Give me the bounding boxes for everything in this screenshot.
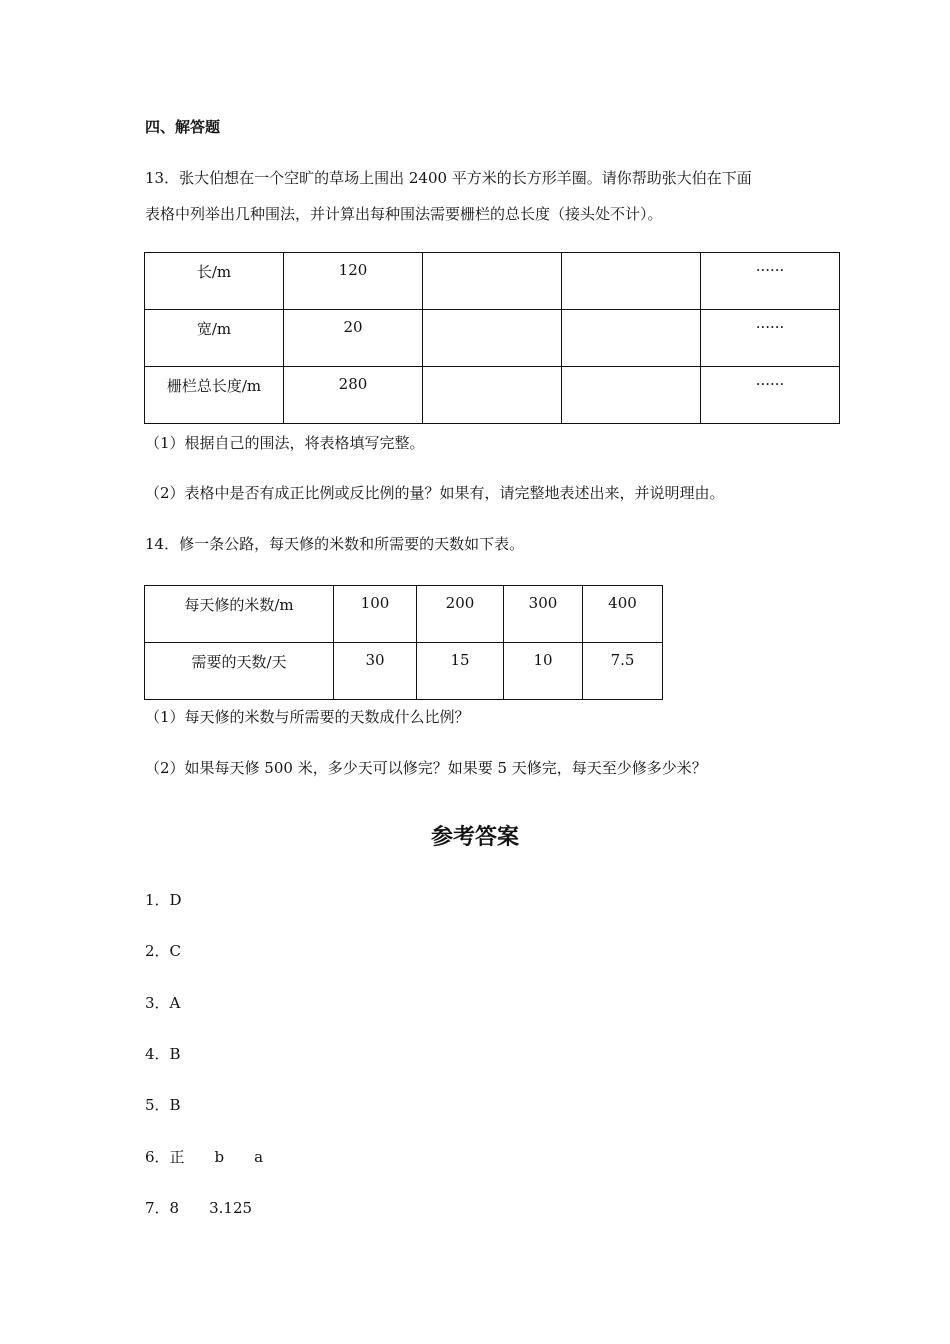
table-cell: ······ xyxy=(701,310,840,367)
q14-sub2: （2）如果每天修 500 米，多少天可以修完？如果要 5 天修完，每天至少修多少米？ xyxy=(145,759,707,777)
q14-table xyxy=(144,585,663,700)
table-cell xyxy=(423,253,562,310)
answer-item: 5．B xyxy=(145,1096,181,1115)
table-cell: 100 xyxy=(334,586,417,643)
table-cell: 30 xyxy=(334,643,417,700)
table-row xyxy=(145,586,663,643)
table-cell: 120 xyxy=(284,253,423,310)
table-cell: 15 xyxy=(417,643,504,700)
q14-sub1: （1）每天修的米数与所需要的天数成什么比例？ xyxy=(145,708,470,726)
answers-title: 参考答案 xyxy=(430,825,519,850)
table-cell: 长/m xyxy=(145,253,284,310)
table-cell: 宽/m xyxy=(145,310,284,367)
answer-item: 3．A xyxy=(145,993,181,1012)
table-cell: 300 xyxy=(504,586,583,643)
q13-sub1: （1）根据自己的围法，将表格填写完整。 xyxy=(145,434,425,452)
table-cell xyxy=(423,310,562,367)
table-cell: ······ xyxy=(701,253,840,310)
table-cell xyxy=(423,367,562,424)
q13-sub2: （2）表格中是否有成正比例或反比例的量？如果有，请完整地表述出来，并说明理由。 xyxy=(145,484,725,502)
table-row xyxy=(145,253,840,310)
table-cell: 10 xyxy=(504,643,583,700)
table-cell: 需要的天数/天 xyxy=(145,643,334,700)
q14-line1: 14．修一条公路，每天修的米数和所需要的天数如下表。 xyxy=(145,535,525,553)
answer-item: 7．8 3.125 xyxy=(145,1198,253,1217)
table-row xyxy=(145,367,840,424)
table-cell: ······ xyxy=(701,367,840,424)
answer-item: 4．B xyxy=(145,1044,181,1063)
table-cell: 栅栏总长度/m xyxy=(145,367,284,424)
answer-item: 2．C xyxy=(145,942,182,961)
table-cell: 200 xyxy=(417,586,504,643)
table-cell: 每天修的米数/m xyxy=(145,586,334,643)
table-row xyxy=(145,310,840,367)
table-cell xyxy=(562,253,701,310)
table-cell: 280 xyxy=(284,367,423,424)
table-row xyxy=(145,643,663,700)
answer-item: 6．正 b a xyxy=(145,1147,264,1166)
section-heading: 四、解答题 xyxy=(145,118,221,136)
table-cell xyxy=(562,367,701,424)
q13-table xyxy=(144,252,840,424)
q13-line1: 13．张大伯想在一个空旷的草场上围出 2400 平方米的长方形羊圈。请你帮助张大伯在下面 xyxy=(145,169,752,187)
q13-line2: 表格中列举出几种围法，并计算出每种围法需要栅栏的总长度（接头处不计）。 xyxy=(145,205,663,223)
table-cell: 400 xyxy=(583,586,663,643)
table-cell: 7.5 xyxy=(583,643,663,700)
table-cell xyxy=(562,310,701,367)
answer-item: 1．D xyxy=(145,891,182,909)
table-cell: 20 xyxy=(284,310,423,367)
